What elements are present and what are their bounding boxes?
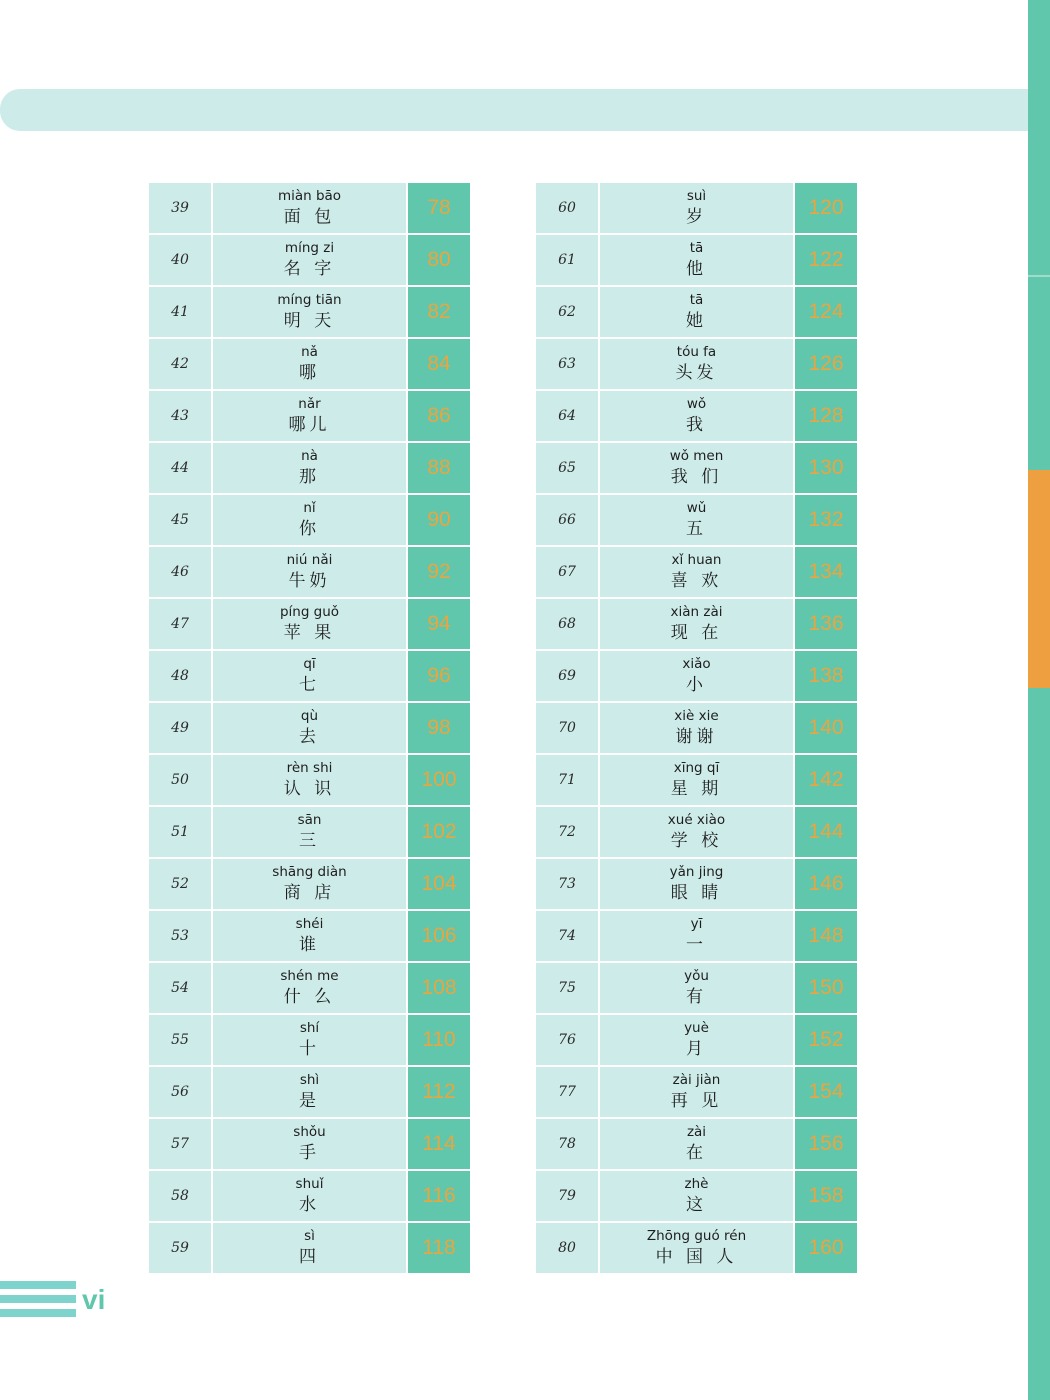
entry-word	[213, 599, 408, 651]
entry-hanzi: 他	[686, 259, 707, 279]
entry-page-number[interactable]: 104	[408, 859, 470, 911]
index-row	[149, 547, 470, 599]
entry-page-number[interactable]: 86	[408, 391, 470, 443]
entry-pinyin: Zhōng guó rén	[646, 1228, 747, 1244]
index-row	[149, 703, 470, 755]
index-row	[536, 1015, 857, 1067]
entry-number: 69	[536, 651, 600, 703]
entry-pinyin: xǐ huan	[671, 552, 722, 568]
entry-number: 77	[536, 1067, 600, 1119]
entry-pinyin: zài	[686, 1124, 707, 1140]
entry-hanzi: 喜 欢	[670, 571, 723, 591]
entry-hanzi: 那	[299, 467, 320, 487]
index-row	[536, 911, 857, 963]
entry-hanzi: 五	[686, 519, 707, 539]
entry-hanzi: 谁	[299, 935, 320, 955]
entry-pinyin: qù	[300, 708, 319, 724]
entry-hanzi: 十	[299, 1039, 320, 1059]
index-row	[536, 599, 857, 651]
entry-pinyin: xiàn zài	[670, 604, 723, 620]
entry-number: 47	[149, 599, 213, 651]
entry-word	[213, 859, 408, 911]
entry-word	[213, 963, 408, 1015]
entry-number: 78	[536, 1119, 600, 1171]
entry-page-number[interactable]: 136	[795, 599, 857, 651]
entry-hanzi: 学 校	[670, 831, 723, 851]
entry-number: 50	[149, 755, 213, 807]
index-row	[536, 495, 857, 547]
entry-page-number[interactable]: 98	[408, 703, 470, 755]
side-edge-tab	[1028, 470, 1050, 688]
entry-word	[600, 963, 795, 1015]
entry-word	[600, 495, 795, 547]
entry-pinyin: nà	[301, 448, 318, 464]
entry-page-number[interactable]: 158	[795, 1171, 857, 1223]
index-row	[149, 755, 470, 807]
entry-hanzi: 三	[299, 831, 320, 851]
vocabulary-index-left-body	[149, 183, 470, 1273]
entry-hanzi: 头发	[675, 363, 718, 383]
entry-page-number[interactable]: 120	[795, 183, 857, 235]
entry-word	[600, 235, 795, 287]
entry-page-number[interactable]: 154	[795, 1067, 857, 1119]
index-row	[149, 1119, 470, 1171]
entry-pinyin: shéi	[295, 916, 324, 932]
index-row	[149, 1223, 470, 1273]
entry-number: 58	[149, 1171, 213, 1223]
entry-number: 55	[149, 1015, 213, 1067]
entry-number: 60	[536, 183, 600, 235]
vocabulary-index-left	[149, 183, 470, 1273]
entry-page-number[interactable]: 142	[795, 755, 857, 807]
entry-hanzi: 再 见	[670, 1091, 723, 1111]
entry-word	[213, 547, 408, 599]
entry-number: 52	[149, 859, 213, 911]
entry-pinyin: tā	[689, 240, 704, 256]
entry-page-number[interactable]: 84	[408, 339, 470, 391]
entry-page-number[interactable]: 130	[795, 443, 857, 495]
entry-pinyin: nǎ	[301, 344, 318, 360]
entry-page-number[interactable]: 140	[795, 703, 857, 755]
index-row	[149, 183, 470, 235]
entry-page-number[interactable]: 134	[795, 547, 857, 599]
entry-page-number[interactable]: 80	[408, 235, 470, 287]
entry-number: 63	[536, 339, 600, 391]
entry-number: 48	[149, 651, 213, 703]
index-row	[536, 547, 857, 599]
entry-page-number[interactable]: 114	[408, 1119, 470, 1171]
entry-word	[213, 443, 408, 495]
entry-word	[213, 183, 408, 235]
entry-hanzi: 手	[299, 1143, 320, 1163]
entry-hanzi: 七	[299, 675, 320, 695]
entry-number: 65	[536, 443, 600, 495]
entry-word	[600, 391, 795, 443]
entry-number: 46	[149, 547, 213, 599]
entry-pinyin: sì	[304, 1228, 315, 1244]
entry-hanzi: 商 店	[283, 883, 336, 903]
entry-pinyin: xiǎo	[682, 656, 711, 672]
entry-page-number[interactable]: 78	[408, 183, 470, 235]
entry-pinyin: shāng diàn	[272, 864, 347, 880]
entry-number: 75	[536, 963, 600, 1015]
entry-page-number[interactable]: 132	[795, 495, 857, 547]
entry-word	[213, 1015, 408, 1067]
entry-page-number[interactable]: 160	[795, 1223, 857, 1273]
entry-word	[600, 547, 795, 599]
entry-pinyin: tóu fa	[676, 344, 717, 360]
entry-hanzi: 我	[686, 415, 707, 435]
entry-hanzi: 一	[686, 935, 707, 955]
index-row	[149, 339, 470, 391]
entry-pinyin: miàn bāo	[277, 188, 342, 204]
entry-page-number[interactable]: 138	[795, 651, 857, 703]
entry-page-number[interactable]: 108	[408, 963, 470, 1015]
entry-pinyin: shén me	[280, 968, 339, 984]
entry-pinyin: míng tiān	[277, 292, 342, 308]
entry-number: 42	[149, 339, 213, 391]
index-row	[149, 599, 470, 651]
entry-page-number[interactable]: 126	[795, 339, 857, 391]
entry-hanzi: 哪儿	[288, 415, 331, 435]
entry-number: 66	[536, 495, 600, 547]
entry-pinyin: niú nǎi	[286, 552, 333, 568]
entry-number: 51	[149, 807, 213, 859]
entry-page-number[interactable]: 90	[408, 495, 470, 547]
entry-word	[213, 339, 408, 391]
entry-word	[600, 1067, 795, 1119]
entry-pinyin: tā	[689, 292, 704, 308]
entry-word	[213, 1119, 408, 1171]
entry-word	[600, 1223, 795, 1273]
index-row	[149, 1067, 470, 1119]
entry-hanzi: 在	[686, 1143, 707, 1163]
entry-number: 67	[536, 547, 600, 599]
entry-pinyin: wǒ	[686, 396, 707, 412]
entry-number: 49	[149, 703, 213, 755]
entry-word	[600, 599, 795, 651]
index-row	[536, 963, 857, 1015]
entry-number: 59	[149, 1223, 213, 1273]
entry-word	[213, 651, 408, 703]
entry-page-number[interactable]: 100	[408, 755, 470, 807]
index-row	[536, 651, 857, 703]
entry-pinyin: nǎr	[298, 396, 321, 412]
entry-pinyin: yǒu	[684, 968, 709, 984]
entry-number: 41	[149, 287, 213, 339]
entry-number: 39	[149, 183, 213, 235]
entry-hanzi: 面 包	[283, 207, 336, 227]
entry-hanzi: 认 识	[283, 779, 336, 799]
entry-word	[600, 1119, 795, 1171]
entry-page-number[interactable]: 112	[408, 1067, 470, 1119]
entry-page-number[interactable]: 102	[408, 807, 470, 859]
entry-number: 68	[536, 599, 600, 651]
entry-number: 40	[149, 235, 213, 287]
index-row	[149, 651, 470, 703]
entry-pinyin: qī	[303, 656, 316, 672]
entry-page-number[interactable]: 116	[408, 1171, 470, 1223]
entry-page-number[interactable]: 82	[408, 287, 470, 339]
entry-number: 61	[536, 235, 600, 287]
entry-hanzi: 有	[686, 987, 707, 1007]
entry-word	[600, 1015, 795, 1067]
entry-hanzi: 去	[299, 727, 320, 747]
entry-word	[600, 859, 795, 911]
entry-page-number[interactable]: 150	[795, 963, 857, 1015]
entry-hanzi: 小	[686, 675, 707, 695]
index-row	[536, 859, 857, 911]
entry-word	[600, 807, 795, 859]
entry-hanzi: 四	[299, 1247, 320, 1267]
entry-hanzi: 是	[299, 1091, 320, 1111]
entry-page-number[interactable]: 88	[408, 443, 470, 495]
entry-word	[213, 755, 408, 807]
entry-page-number[interactable]: 148	[795, 911, 857, 963]
entry-pinyin: píng guǒ	[279, 604, 340, 620]
entry-word	[213, 287, 408, 339]
entry-number: 53	[149, 911, 213, 963]
entry-number: 44	[149, 443, 213, 495]
entry-pinyin: sān	[297, 812, 322, 828]
index-row	[536, 755, 857, 807]
entry-pinyin: wǔ	[686, 500, 707, 516]
entry-word	[213, 1223, 408, 1273]
entry-pinyin: shì	[299, 1072, 320, 1088]
index-row	[149, 235, 470, 287]
side-edge-divider	[1028, 275, 1050, 277]
index-row	[536, 339, 857, 391]
entry-word	[213, 235, 408, 287]
entry-pinyin: shuǐ	[295, 1176, 324, 1192]
index-row	[536, 287, 857, 339]
side-edge-bar	[1028, 0, 1050, 1400]
entry-word	[600, 703, 795, 755]
entry-word	[600, 183, 795, 235]
entry-pinyin: wǒ men	[669, 448, 724, 464]
entry-number: 70	[536, 703, 600, 755]
entry-page-number[interactable]: 156	[795, 1119, 857, 1171]
entry-pinyin: xué xiào	[667, 812, 726, 828]
entry-word	[213, 1171, 408, 1223]
footer-line	[0, 1281, 76, 1289]
entry-pinyin: rèn shi	[286, 760, 333, 776]
entry-page-number[interactable]: 122	[795, 235, 857, 287]
entry-page-number[interactable]: 94	[408, 599, 470, 651]
entry-word	[213, 495, 408, 547]
entry-number: 45	[149, 495, 213, 547]
entry-word	[213, 807, 408, 859]
entry-hanzi: 中 国 人	[655, 1247, 738, 1267]
index-row	[536, 807, 857, 859]
index-row	[149, 443, 470, 495]
entry-hanzi: 岁	[686, 207, 707, 227]
entry-page-number[interactable]: 128	[795, 391, 857, 443]
entry-pinyin: zhè	[684, 1176, 709, 1192]
entry-word	[213, 391, 408, 443]
index-row	[536, 703, 857, 755]
entry-number: 57	[149, 1119, 213, 1171]
index-row	[149, 495, 470, 547]
entry-word	[600, 911, 795, 963]
entry-word	[600, 287, 795, 339]
index-row	[149, 1015, 470, 1067]
entry-pinyin: yǎn jing	[669, 864, 724, 880]
entry-pinyin: míng zi	[284, 240, 335, 256]
entry-word	[600, 339, 795, 391]
vocabulary-index-right	[536, 183, 857, 1273]
entry-hanzi: 水	[299, 1195, 320, 1215]
entry-hanzi: 苹 果	[283, 623, 336, 643]
index-row	[149, 287, 470, 339]
entry-hanzi: 你	[299, 519, 320, 539]
entry-hanzi: 哪	[299, 363, 320, 383]
entry-number: 72	[536, 807, 600, 859]
index-row	[149, 859, 470, 911]
index-row	[149, 963, 470, 1015]
entry-word	[600, 651, 795, 703]
entry-number: 54	[149, 963, 213, 1015]
index-row	[536, 1171, 857, 1223]
entry-hanzi: 现 在	[670, 623, 723, 643]
vocabulary-index-right-body	[536, 183, 857, 1273]
index-row	[536, 183, 857, 235]
entry-page-number[interactable]: 106	[408, 911, 470, 963]
entry-page-number[interactable]: 118	[408, 1223, 470, 1273]
entry-hanzi: 明 天	[283, 311, 336, 331]
entry-page-number[interactable]: 96	[408, 651, 470, 703]
entry-page-number[interactable]: 124	[795, 287, 857, 339]
entry-pinyin: xīng qī	[673, 760, 720, 776]
entry-hanzi: 牛奶	[288, 571, 331, 591]
entry-hanzi: 她	[686, 311, 707, 331]
entry-hanzi: 这	[686, 1195, 707, 1215]
index-row	[149, 911, 470, 963]
entry-pinyin: shí	[299, 1020, 320, 1036]
index-row	[149, 391, 470, 443]
entry-pinyin: shǒu	[293, 1124, 326, 1140]
index-row	[149, 1171, 470, 1223]
entry-hanzi: 我 们	[670, 467, 723, 487]
entry-pinyin: zài jiàn	[672, 1072, 721, 1088]
entry-number: 74	[536, 911, 600, 963]
entry-hanzi: 谢谢	[675, 727, 718, 747]
entry-number: 76	[536, 1015, 600, 1067]
entry-hanzi: 名 字	[283, 259, 336, 279]
entry-number: 71	[536, 755, 600, 807]
entry-number: 56	[149, 1067, 213, 1119]
entry-pinyin: xiè xie	[674, 708, 719, 724]
index-row	[536, 235, 857, 287]
entry-pinyin: nǐ	[303, 500, 316, 516]
footer-line	[0, 1295, 76, 1303]
entry-hanzi: 月	[686, 1039, 707, 1059]
entry-page-number[interactable]: 92	[408, 547, 470, 599]
entry-page-number[interactable]: 110	[408, 1015, 470, 1067]
index-row	[536, 443, 857, 495]
entry-pinyin: yī	[690, 916, 703, 932]
entry-page-number[interactable]: 146	[795, 859, 857, 911]
index-row	[536, 1067, 857, 1119]
header-band	[0, 89, 1028, 131]
footer-decoration	[0, 1281, 76, 1323]
entry-pinyin: suì	[686, 188, 707, 204]
entry-word	[600, 443, 795, 495]
entry-word	[213, 911, 408, 963]
entry-page-number[interactable]: 144	[795, 807, 857, 859]
entry-word	[213, 703, 408, 755]
entry-word	[600, 755, 795, 807]
entry-hanzi: 眼 睛	[670, 883, 723, 903]
index-row	[149, 807, 470, 859]
entry-number: 43	[149, 391, 213, 443]
entry-word	[213, 1067, 408, 1119]
entry-number: 62	[536, 287, 600, 339]
entry-number: 73	[536, 859, 600, 911]
page-number: vi	[82, 1284, 106, 1315]
entry-word	[600, 1171, 795, 1223]
entry-hanzi: 星 期	[670, 779, 723, 799]
entry-number: 80	[536, 1223, 600, 1273]
entry-hanzi: 什 么	[283, 987, 336, 1007]
index-row	[536, 391, 857, 443]
entry-page-number[interactable]: 152	[795, 1015, 857, 1067]
footer-line	[0, 1309, 76, 1317]
entry-number: 79	[536, 1171, 600, 1223]
entry-pinyin: yuè	[684, 1020, 709, 1036]
entry-number: 64	[536, 391, 600, 443]
index-row	[536, 1223, 857, 1273]
index-row	[536, 1119, 857, 1171]
